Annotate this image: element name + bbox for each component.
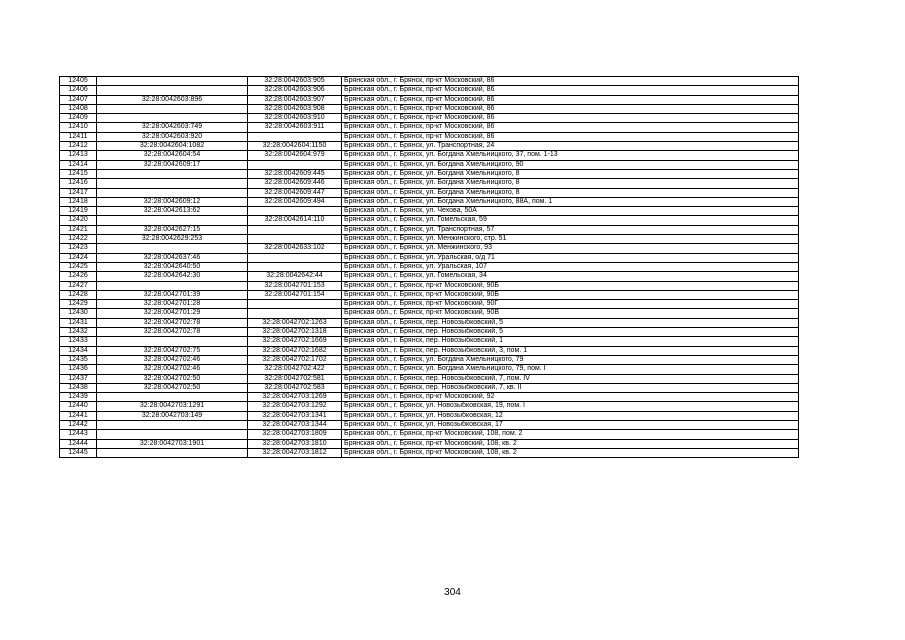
cadastral-number-cell: 32:28:0042703:1810 <box>248 439 342 448</box>
row-number-cell: 12423 <box>60 244 97 253</box>
parent-cadastral-number-cell: 32:28:0042702:75 <box>97 346 248 355</box>
cadastral-number-cell: 32:28:0042702:1702 <box>248 355 342 364</box>
parent-cadastral-number-cell: 32:28:0042702:78 <box>97 318 248 327</box>
address-cell: Брянская обл., г. Брянск, ул. Новозыбковская, 17 <box>342 420 799 429</box>
address-cell: Брянская обл., г. Брянск, пр-кт Московский, 86 <box>342 77 799 86</box>
table-row <box>60 179 799 188</box>
table-row <box>60 216 799 225</box>
parent-cadastral-number-cell: 32:28:0042642:30 <box>97 272 248 281</box>
parent-cadastral-number-cell: 32:28:0042702:50 <box>97 374 248 383</box>
table-row <box>60 197 799 206</box>
address-cell: Брянская обл., г. Брянск, пер. Новозыбковский, 7, пом. IV <box>342 374 799 383</box>
cadastral-number-cell: 32:28:0042703:1344 <box>248 420 342 429</box>
cadastral-number-cell <box>248 160 342 169</box>
parent-cadastral-number-cell: 32:28:0042637:46 <box>97 253 248 262</box>
table-row <box>60 95 799 104</box>
parent-cadastral-number-cell: 32:28:0042702:46 <box>97 355 248 364</box>
table-row <box>60 225 799 234</box>
parent-cadastral-number-cell: 32:28:0042640:50 <box>97 262 248 271</box>
cadastral-number-cell: 32:28:0042701:153 <box>248 281 342 290</box>
cadastral-number-cell <box>248 300 342 309</box>
registry-table-body <box>60 77 799 458</box>
row-number-cell: 12413 <box>60 151 97 160</box>
row-number-cell: 12437 <box>60 374 97 383</box>
table-row <box>60 448 799 457</box>
row-number-cell: 12422 <box>60 235 97 244</box>
cadastral-number-cell: 32:28:0042702:1263 <box>248 318 342 327</box>
table-row <box>60 402 799 411</box>
parent-cadastral-number-cell: 32:28:0042603:920 <box>97 132 248 141</box>
cadastral-number-cell: 32:28:0042609:445 <box>248 169 342 178</box>
parent-cadastral-number-cell: 32:28:0042603:749 <box>97 123 248 132</box>
parent-cadastral-number-cell <box>97 86 248 95</box>
table-row <box>60 188 799 197</box>
row-number-cell: 12424 <box>60 253 97 262</box>
table-row <box>60 235 799 244</box>
row-number-cell: 12414 <box>60 160 97 169</box>
parent-cadastral-number-cell: 32:28:0042702:78 <box>97 328 248 337</box>
row-number-cell: 12411 <box>60 132 97 141</box>
table-row <box>60 318 799 327</box>
parent-cadastral-number-cell <box>97 169 248 178</box>
address-cell: Брянская обл., г. Брянск, пр-кт Московский, 86 <box>342 86 799 95</box>
address-cell: Брянская обл., г. Брянск, ул. Менжинского, 93 <box>342 244 799 253</box>
cadastral-number-cell: 32:28:0042703:1269 <box>248 393 342 402</box>
row-number-cell: 12405 <box>60 77 97 86</box>
parent-cadastral-number-cell: 32:28:0042701:28 <box>97 300 248 309</box>
parent-cadastral-number-cell <box>97 420 248 429</box>
address-cell: Брянская обл., г. Брянск, пр-кт Московский, 86 <box>342 95 799 104</box>
address-cell: Брянская обл., г. Брянск, пр-кт Московский, 90Б <box>342 290 799 299</box>
row-number-cell: 12443 <box>60 430 97 439</box>
cadastral-number-cell <box>248 262 342 271</box>
row-number-cell: 12417 <box>60 188 97 197</box>
cadastral-number-cell <box>248 309 342 318</box>
parent-cadastral-number-cell: 32:28:0042629:253 <box>97 235 248 244</box>
cadastral-number-cell <box>248 225 342 234</box>
address-cell: Брянская обл., г. Брянск, пр-кт Московский, 86 <box>342 123 799 132</box>
address-cell: Брянская обл., г. Брянск, ул. Богдана Хмельницкого, 8 <box>342 169 799 178</box>
address-cell: Брянская обл., г. Брянск, ул. Уральская, 107 <box>342 262 799 271</box>
address-cell: Брянская обл., г. Брянск, пер. Новозыбковский, 7, кв. II <box>342 383 799 392</box>
address-cell: Брянская обл., г. Брянск, ул. Богдана Хмельницкого, 8 <box>342 188 799 197</box>
table-row <box>60 430 799 439</box>
address-cell: Брянская обл., г. Брянск, ул. Чехова, 50А <box>342 207 799 216</box>
address-cell: Брянская обл., г. Брянск, пр-кт Московский, 108, кв. 2 <box>342 439 799 448</box>
cadastral-number-cell <box>248 235 342 244</box>
address-cell: Брянская обл., г. Брянск, ул. Новозыбковская, 12 <box>342 411 799 420</box>
cadastral-number-cell: 32:28:0042603:911 <box>248 123 342 132</box>
cadastral-number-cell: 32:28:0042633:102 <box>248 244 342 253</box>
address-cell: Брянская обл., г. Брянск, пр-кт Московский, 90Г <box>342 300 799 309</box>
cadastral-number-cell: 32:28:0042701:154 <box>248 290 342 299</box>
parent-cadastral-number-cell <box>97 448 248 457</box>
table-row <box>60 346 799 355</box>
parent-cadastral-number-cell: 32:28:0042627:15 <box>97 225 248 234</box>
address-cell: Брянская обл., г. Брянск, пр-кт Московский, 108, пом. 2 <box>342 430 799 439</box>
row-number-cell: 12434 <box>60 346 97 355</box>
cadastral-number-cell <box>248 132 342 141</box>
table-row <box>60 374 799 383</box>
table-row <box>60 439 799 448</box>
table-row <box>60 123 799 132</box>
table-row <box>60 142 799 151</box>
table-row <box>60 355 799 364</box>
row-number-cell: 12440 <box>60 402 97 411</box>
address-cell: Брянская обл., г. Брянск, пер. Новозыбковский, 5 <box>342 328 799 337</box>
address-cell: Брянская обл., г. Брянск, ул. Богдана Хмельницкого, 90 <box>342 160 799 169</box>
row-number-cell: 12416 <box>60 179 97 188</box>
row-number-cell: 12432 <box>60 328 97 337</box>
cadastral-number-cell: 32:28:0042642:44 <box>248 272 342 281</box>
parent-cadastral-number-cell: 32:28:0042701:29 <box>97 309 248 318</box>
table-row <box>60 253 799 262</box>
address-cell: Брянская обл., г. Брянск, ул. Транспортная, 57 <box>342 225 799 234</box>
table-row <box>60 393 799 402</box>
address-cell: Брянская обл., г. Брянск, пер. Новозыбковский, 3, пом. 1 <box>342 346 799 355</box>
cadastral-number-cell: 32:28:0042604:979 <box>248 151 342 160</box>
row-number-cell: 12436 <box>60 365 97 374</box>
parent-cadastral-number-cell: 32:28:0042603:896 <box>97 95 248 104</box>
cadastral-number-cell: 32:28:0042702:422 <box>248 365 342 374</box>
parent-cadastral-number-cell: 32:28:0042609:12 <box>97 197 248 206</box>
address-cell: Брянская обл., г. Брянск, ул. Богдана Хмельницкого, 37, пом. 1-13 <box>342 151 799 160</box>
row-number-cell: 12433 <box>60 337 97 346</box>
address-cell: Брянская обл., г. Брянск, пр-кт Московский, 90В <box>342 309 799 318</box>
cadastral-number-cell: 32:28:0042703:1809 <box>248 430 342 439</box>
row-number-cell: 12419 <box>60 207 97 216</box>
parent-cadastral-number-cell <box>97 77 248 86</box>
parent-cadastral-number-cell: 32:28:0042702:50 <box>97 383 248 392</box>
address-cell: Брянская обл., г. Брянск, ул. Новозыбковская, 19, пом. I <box>342 402 799 411</box>
row-number-cell: 12407 <box>60 95 97 104</box>
cadastral-number-cell: 32:28:0042702:581 <box>248 374 342 383</box>
row-number-cell: 12441 <box>60 411 97 420</box>
row-number-cell: 12429 <box>60 300 97 309</box>
table-row <box>60 290 799 299</box>
address-cell: Брянская обл., г. Брянск, ул. Богдана Хмельницкого, 79 <box>342 355 799 364</box>
parent-cadastral-number-cell <box>97 104 248 113</box>
table-row <box>60 207 799 216</box>
row-number-cell: 12425 <box>60 262 97 271</box>
table-row <box>60 114 799 123</box>
parent-cadastral-number-cell: 32:28:0042604:54 <box>97 151 248 160</box>
parent-cadastral-number-cell <box>97 281 248 290</box>
cadastral-number-cell: 32:28:0042703:1812 <box>248 448 342 457</box>
cadastral-number-cell: 32:28:0042604:1150 <box>248 142 342 151</box>
table-row <box>60 383 799 392</box>
row-number-cell: 12431 <box>60 318 97 327</box>
address-cell: Брянская обл., г. Брянск, пер. Новозыбковский, 1 <box>342 337 799 346</box>
parent-cadastral-number-cell <box>97 337 248 346</box>
row-number-cell: 12439 <box>60 393 97 402</box>
row-number-cell: 12442 <box>60 420 97 429</box>
parent-cadastral-number-cell: 32:28:0042703:149 <box>97 411 248 420</box>
row-number-cell: 12428 <box>60 290 97 299</box>
table-row <box>60 104 799 113</box>
page-number: 304 <box>444 587 461 598</box>
cadastral-number-cell: 32:28:0042702:1318 <box>248 328 342 337</box>
table-row <box>60 300 799 309</box>
address-cell: Брянская обл., г. Брянск, пр-кт Московский, 86 <box>342 132 799 141</box>
row-number-cell: 12408 <box>60 104 97 113</box>
row-number-cell: 12421 <box>60 225 97 234</box>
table-row <box>60 420 799 429</box>
row-number-cell: 12412 <box>60 142 97 151</box>
cadastral-number-cell: 32:28:0042702:1669 <box>248 337 342 346</box>
table-row <box>60 160 799 169</box>
parent-cadastral-number-cell <box>97 244 248 253</box>
address-cell: Брянская обл., г. Брянск, ул. Гомельская, 59 <box>342 216 799 225</box>
table-row <box>60 77 799 86</box>
table-row <box>60 169 799 178</box>
row-number-cell: 12409 <box>60 114 97 123</box>
cadastral-number-cell <box>248 253 342 262</box>
table-row <box>60 244 799 253</box>
address-cell: Брянская обл., г. Брянск, ул. Менжинского, стр. 51 <box>342 235 799 244</box>
row-number-cell: 12435 <box>60 355 97 364</box>
address-cell: Брянская обл., г. Брянск, пр-кт Московский, 108, кв. 2 <box>342 448 799 457</box>
row-number-cell: 12418 <box>60 197 97 206</box>
row-number-cell: 12430 <box>60 309 97 318</box>
cadastral-number-cell: 32:28:0042603:910 <box>248 114 342 123</box>
address-cell: Брянская обл., г. Брянск, ул. Богдана Хмельницкого, 79, пом. I <box>342 365 799 374</box>
table-row <box>60 132 799 141</box>
row-number-cell: 12420 <box>60 216 97 225</box>
cadastral-number-cell: 32:28:0042702:1682 <box>248 346 342 355</box>
table-row <box>60 281 799 290</box>
parent-cadastral-number-cell: 32:28:0042703:1901 <box>97 439 248 448</box>
row-number-cell: 12445 <box>60 448 97 457</box>
cadastral-number-cell: 32:28:0042609:494 <box>248 197 342 206</box>
row-number-cell: 12406 <box>60 86 97 95</box>
parent-cadastral-number-cell: 32:28:0042604:1082 <box>97 142 248 151</box>
address-cell: Брянская обл., г. Брянск, пер. Новозыбковский, 5 <box>342 318 799 327</box>
parent-cadastral-number-cell <box>97 114 248 123</box>
cadastral-number-cell: 32:28:0042614:110 <box>248 216 342 225</box>
parent-cadastral-number-cell: 32:28:0042703:1291 <box>97 402 248 411</box>
table-row <box>60 272 799 281</box>
parent-cadastral-number-cell <box>97 216 248 225</box>
table-row <box>60 337 799 346</box>
row-number-cell: 12415 <box>60 169 97 178</box>
parent-cadastral-number-cell <box>97 393 248 402</box>
table-row <box>60 151 799 160</box>
parent-cadastral-number-cell: 32:28:0042609:17 <box>97 160 248 169</box>
table-row <box>60 309 799 318</box>
cadastral-number-cell: 32:28:0042603:905 <box>248 77 342 86</box>
address-cell: Брянская обл., г. Брянск, пр-кт Московский, 86 <box>342 104 799 113</box>
parent-cadastral-number-cell <box>97 188 248 197</box>
table-row <box>60 86 799 95</box>
cadastral-number-cell <box>248 207 342 216</box>
row-number-cell: 12410 <box>60 123 97 132</box>
cadastral-number-cell: 32:28:0042703:1341 <box>248 411 342 420</box>
row-number-cell: 12427 <box>60 281 97 290</box>
row-number-cell: 12426 <box>60 272 97 281</box>
parent-cadastral-number-cell <box>97 430 248 439</box>
address-cell: Брянская обл., г. Брянск, ул. Богдана Хмельницкого, 88А, пом. 1 <box>342 197 799 206</box>
address-cell: Брянская обл., г. Брянск, пр-кт Московский, 86 <box>342 114 799 123</box>
table-row <box>60 262 799 271</box>
row-number-cell: 12438 <box>60 383 97 392</box>
address-cell: Брянская обл., г. Брянск, ул. Транспортная, 24 <box>342 142 799 151</box>
parent-cadastral-number-cell: 32:28:0042702:46 <box>97 365 248 374</box>
address-cell: Брянская обл., г. Брянск, пр-кт Московский, 92 <box>342 393 799 402</box>
parent-cadastral-number-cell: 32:28:0042613:62 <box>97 207 248 216</box>
cadastral-number-cell: 32:28:0042609:446 <box>248 179 342 188</box>
row-number-cell: 12444 <box>60 439 97 448</box>
table-row <box>60 365 799 374</box>
address-cell: Брянская обл., г. Брянск, пр-кт Московский, 90Б <box>342 281 799 290</box>
cadastral-number-cell: 32:28:0042603:908 <box>248 104 342 113</box>
cadastral-number-cell: 32:28:0042702:583 <box>248 383 342 392</box>
table-row <box>60 411 799 420</box>
cadastral-number-cell: 32:28:0042603:906 <box>248 86 342 95</box>
registry-table <box>59 76 799 458</box>
address-cell: Брянская обл., г. Брянск, ул. Гомельская, 34 <box>342 272 799 281</box>
address-cell: Брянская обл., г. Брянск, ул. Уральская, о/д 71 <box>342 253 799 262</box>
cadastral-number-cell: 32:28:0042609:447 <box>248 188 342 197</box>
parent-cadastral-number-cell <box>97 179 248 188</box>
table-row <box>60 328 799 337</box>
parent-cadastral-number-cell: 32:28:0042701:39 <box>97 290 248 299</box>
cadastral-number-cell: 32:28:0042603:907 <box>248 95 342 104</box>
address-cell: Брянская обл., г. Брянск, ул. Богдана Хмельницкого, 8 <box>342 179 799 188</box>
cadastral-number-cell: 32:28:0042703:1292 <box>248 402 342 411</box>
